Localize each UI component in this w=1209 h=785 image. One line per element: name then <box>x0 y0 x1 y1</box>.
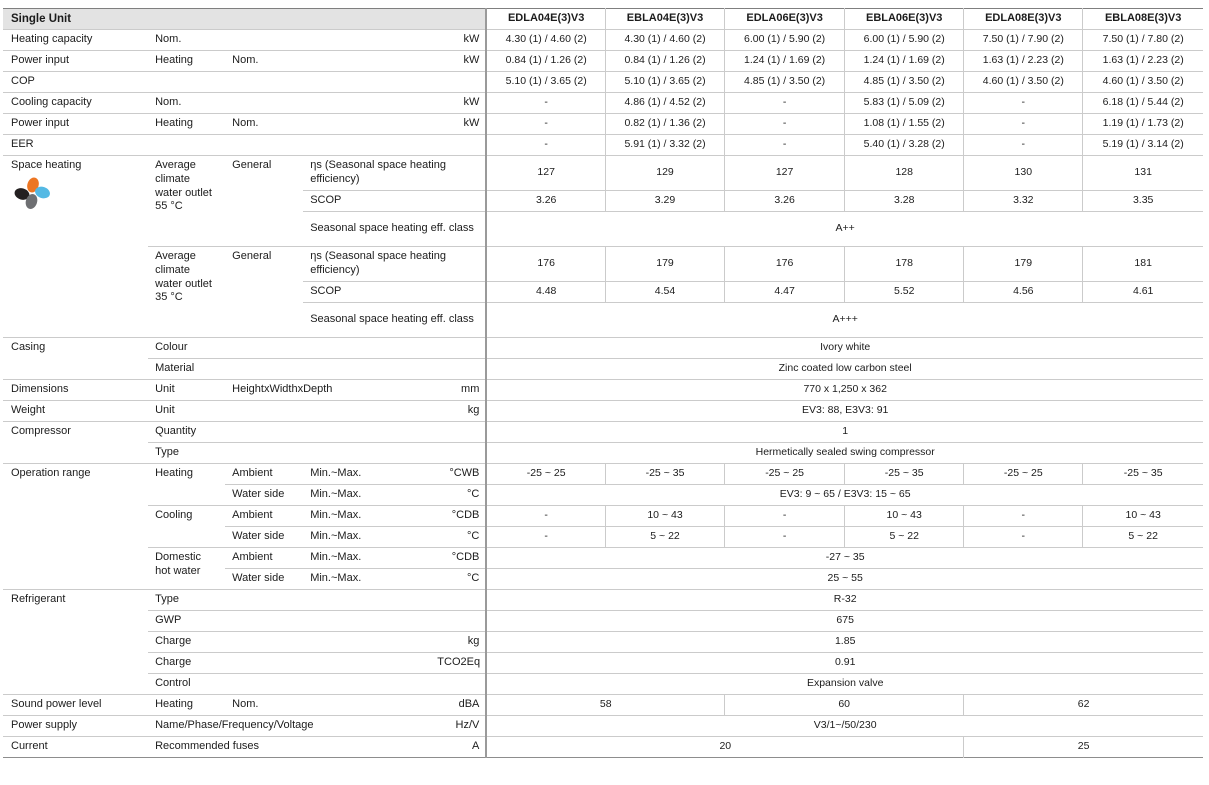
model-header: EDLA06E(3)V3 <box>725 9 845 30</box>
model-header: EDLA08E(3)V3 <box>964 9 1083 30</box>
value-cell: 5.10 (1) / 3.65 (2) <box>605 72 724 93</box>
merged-value-cell: EV3: 9 ~ 65 / E3V3: 15 ~ 65 <box>486 485 1203 506</box>
row-sublabel: Min.~Max. <box>303 548 430 569</box>
model-header: EBLA08E(3)V3 <box>1083 9 1203 30</box>
table-title: Single Unit <box>3 9 486 30</box>
merged-value-cell: V3/1~/50/230 <box>486 716 1203 737</box>
value-cell: 128 <box>845 156 964 191</box>
row-space-heating-ns-35 <box>3 247 1203 282</box>
row-sublabel: Water side <box>225 527 303 548</box>
merged-value-cell: Hermetically sealed swing compressor <box>486 443 1203 464</box>
row-label: Casing <box>3 338 148 380</box>
value-cell: 4.60 (1) / 3.50 (2) <box>1083 72 1203 93</box>
value-cell: - <box>964 114 1083 135</box>
merged-value-cell: Zinc coated low carbon steel <box>486 359 1203 380</box>
row-sublabel: Nom. <box>225 114 303 135</box>
unit-label: kW <box>430 30 486 51</box>
merged-value-cell: 25 <box>964 737 1203 758</box>
value-cell: 4.30 (1) / 4.60 (2) <box>605 30 724 51</box>
value-cell: -25 ~ 25 <box>964 464 1083 485</box>
row-label: Refrigerant <box>3 590 148 695</box>
row-label: Cooling capacity <box>3 93 148 114</box>
row-label: Power input <box>3 51 148 72</box>
value-cell: -25 ~ 25 <box>725 464 845 485</box>
unit-label: °CDB <box>430 548 486 569</box>
row-weight <box>3 401 1203 422</box>
row-sublabel: Nom. <box>225 695 303 716</box>
value-cell: 3.29 <box>605 191 724 212</box>
merged-value-cell: 0.91 <box>486 653 1203 674</box>
value-cell: 7.50 (1) / 7.80 (2) <box>1083 30 1203 51</box>
row-refrigerant-gwp <box>3 611 1203 632</box>
row-sublabel: Nom. <box>148 93 225 114</box>
row-sublabel: Min.~Max. <box>303 569 430 590</box>
row-sublabel: Water side <box>225 485 303 506</box>
row-space-heating-ns-55 <box>3 156 1203 191</box>
row-refrigerant-charge-tco2eq <box>3 653 1203 674</box>
value-cell: 181 <box>1083 247 1203 282</box>
row-sublabel: General <box>225 156 303 247</box>
row-sublabel: Name/Phase/Frequency/Voltage <box>148 716 430 737</box>
row-refrigerant-control <box>3 674 1203 695</box>
unit-label: °C <box>430 527 486 548</box>
row-sublabel: SCOP <box>303 191 486 212</box>
value-cell: 7.50 (1) / 7.90 (2) <box>964 30 1083 51</box>
row-sublabel: Min.~Max. <box>303 506 430 527</box>
row-sublabel: Average climate water outlet 55 °C <box>148 156 225 247</box>
model-header: EBLA04E(3)V3 <box>605 9 724 30</box>
row-compressor-quantity <box>3 422 1203 443</box>
unit-label: °C <box>430 485 486 506</box>
value-cell: - <box>964 506 1083 527</box>
merged-value-cell: 62 <box>964 695 1203 716</box>
row-sublabel: Material <box>148 359 225 380</box>
unit-label: kg <box>430 401 486 422</box>
value-cell: 4.60 (1) / 3.50 (2) <box>964 72 1083 93</box>
value-cell: 131 <box>1083 156 1203 191</box>
value-cell: 10 ~ 43 <box>605 506 724 527</box>
value-cell: 179 <box>964 247 1083 282</box>
merged-value-cell: 60 <box>725 695 964 716</box>
row-label: Sound power level <box>3 695 148 716</box>
row-power-supply <box>3 716 1203 737</box>
merged-value-cell: 1.85 <box>486 632 1203 653</box>
row-sublabel: Charge <box>148 632 225 653</box>
unit-label: dBA <box>430 695 486 716</box>
value-cell: 6.00 (1) / 5.90 (2) <box>725 30 845 51</box>
row-sublabel: SCOP <box>303 282 486 303</box>
row-label: Power input <box>3 114 148 135</box>
value-cell: 5.40 (1) / 3.28 (2) <box>845 135 964 156</box>
value-cell: -25 ~ 35 <box>1083 464 1203 485</box>
value-cell: 129 <box>605 156 724 191</box>
value-cell: -25 ~ 35 <box>845 464 964 485</box>
merged-value-cell: 1 <box>486 422 1203 443</box>
value-cell: 4.56 <box>964 282 1083 303</box>
row-sublabel: Domestic hot water <box>148 548 225 590</box>
row-label: Weight <box>3 401 148 422</box>
merged-value-cell: 770 x 1,250 x 362 <box>486 380 1203 401</box>
merged-value-cell: EV3: 88, E3V3: 91 <box>486 401 1203 422</box>
row-sublabel: Heating <box>148 114 225 135</box>
row-power-input-cooling <box>3 114 1203 135</box>
row-sublabel: Charge <box>148 653 225 674</box>
row-sublabel: Heating <box>148 695 225 716</box>
row-sublabel: Control <box>148 674 225 695</box>
merged-value-cell: A++ <box>486 212 1203 247</box>
merged-value-cell: Ivory white <box>486 338 1203 359</box>
row-sound-power-level <box>3 695 1203 716</box>
row-sublabel: Unit <box>148 380 225 401</box>
value-cell: 176 <box>725 247 845 282</box>
row-sublabel: ηs (Seasonal space heating efficiency) <box>303 156 486 191</box>
value-cell: 4.54 <box>605 282 724 303</box>
value-cell: - <box>486 506 605 527</box>
row-current <box>3 737 1203 758</box>
value-cell: 5 ~ 22 <box>845 527 964 548</box>
row-sublabel: Colour <box>148 338 225 359</box>
value-cell: 1.24 (1) / 1.69 (2) <box>845 51 964 72</box>
row-sublabel: Type <box>148 443 225 464</box>
value-cell: 0.84 (1) / 1.26 (2) <box>486 51 605 72</box>
value-cell: - <box>725 506 845 527</box>
row-sublabel: Recommended fuses <box>148 737 430 758</box>
row-sublabel: Quantity <box>148 422 225 443</box>
merged-value-cell: R-32 <box>486 590 1203 611</box>
row-sublabel: Water side <box>225 569 303 590</box>
value-cell: - <box>964 135 1083 156</box>
row-label-space-heating <box>3 156 148 338</box>
value-cell: 1.24 (1) / 1.69 (2) <box>725 51 845 72</box>
unit-label: kg <box>430 632 486 653</box>
value-cell: 4.30 (1) / 4.60 (2) <box>486 30 605 51</box>
merged-value-cell: 20 <box>486 737 963 758</box>
row-label: Power supply <box>3 716 148 737</box>
row-sublabel: Unit <box>148 401 225 422</box>
unit-label: kW <box>430 51 486 72</box>
row-casing-colour <box>3 338 1203 359</box>
unit-label: TCO2Eq <box>430 653 486 674</box>
row-label: Current <box>3 737 148 758</box>
value-cell: 5.91 (1) / 3.32 (2) <box>605 135 724 156</box>
value-cell: -25 ~ 25 <box>486 464 605 485</box>
seasonal-efficiency-flower-icon <box>13 177 51 209</box>
value-cell: 10 ~ 43 <box>1083 506 1203 527</box>
value-cell: 5.83 (1) / 5.09 (2) <box>845 93 964 114</box>
value-cell: 179 <box>605 247 724 282</box>
value-cell: 3.35 <box>1083 191 1203 212</box>
unit-label: mm <box>430 380 486 401</box>
value-cell: 4.61 <box>1083 282 1203 303</box>
model-header: EBLA06E(3)V3 <box>845 9 964 30</box>
row-sublabel: Ambient <box>225 548 303 569</box>
value-cell: 6.00 (1) / 5.90 (2) <box>845 30 964 51</box>
row-heating-capacity <box>3 30 1203 51</box>
value-cell: 3.32 <box>964 191 1083 212</box>
row-cop <box>3 72 1203 93</box>
value-cell: - <box>964 93 1083 114</box>
row-sublabel: HeightxWidthxDepth <box>225 380 430 401</box>
row-sublabel: ηs (Seasonal space heating efficiency) <box>303 247 486 282</box>
value-cell: 4.85 (1) / 3.50 (2) <box>845 72 964 93</box>
value-cell: - <box>725 135 845 156</box>
row-sublabel: Heating <box>148 464 225 506</box>
merged-value-cell: Expansion valve <box>486 674 1203 695</box>
value-cell: - <box>486 135 605 156</box>
value-cell: 5 ~ 22 <box>605 527 724 548</box>
single-unit-spec-table <box>3 8 1203 758</box>
value-cell: 1.19 (1) / 1.73 (2) <box>1083 114 1203 135</box>
row-sublabel: Seasonal space heating eff. class <box>303 212 486 247</box>
value-cell: 127 <box>486 156 605 191</box>
value-cell: - <box>964 527 1083 548</box>
row-opr-cooling-ambient <box>3 506 1203 527</box>
value-cell: - <box>486 93 605 114</box>
row-dimensions <box>3 380 1203 401</box>
row-compressor-type <box>3 443 1203 464</box>
value-cell: 1.08 (1) / 1.55 (2) <box>845 114 964 135</box>
value-cell: 6.18 (1) / 5.44 (2) <box>1083 93 1203 114</box>
value-cell: 5.52 <box>845 282 964 303</box>
row-label: EER <box>3 135 148 156</box>
row-label: Dimensions <box>3 380 148 401</box>
value-cell: 130 <box>964 156 1083 191</box>
unit-label: °CWB <box>430 464 486 485</box>
value-cell: 5 ~ 22 <box>1083 527 1203 548</box>
row-label: Heating capacity <box>3 30 148 51</box>
value-cell: 3.28 <box>845 191 964 212</box>
row-casing-material <box>3 359 1203 380</box>
merged-value-cell: 58 <box>486 695 724 716</box>
value-cell: 1.63 (1) / 2.23 (2) <box>1083 51 1203 72</box>
merged-value-cell: A+++ <box>486 303 1203 338</box>
value-cell: 3.26 <box>486 191 605 212</box>
row-sublabel: Min.~Max. <box>303 464 430 485</box>
value-cell: 4.86 (1) / 4.52 (2) <box>605 93 724 114</box>
value-cell: 4.48 <box>486 282 605 303</box>
row-refrigerant-charge-kg <box>3 632 1203 653</box>
row-label: Operation range <box>3 464 148 590</box>
row-sublabel: Seasonal space heating eff. class <box>303 303 486 338</box>
row-opr-heating-ambient <box>3 464 1203 485</box>
row-sublabel: General <box>225 247 303 338</box>
value-cell: - <box>725 527 845 548</box>
row-sublabel: Nom. <box>225 51 303 72</box>
merged-value-cell: 25 ~ 55 <box>486 569 1203 590</box>
row-sublabel: Cooling <box>148 506 225 548</box>
value-cell: - <box>486 527 605 548</box>
row-eer <box>3 135 1203 156</box>
value-cell: 127 <box>725 156 845 191</box>
merged-value-cell: 675 <box>486 611 1203 632</box>
unit-label: A <box>430 737 486 758</box>
row-label: COP <box>3 72 148 93</box>
row-sublabel: Average climate water outlet 35 °C <box>148 247 225 338</box>
row-sublabel: Nom. <box>148 30 225 51</box>
unit-label: Hz/V <box>430 716 486 737</box>
value-cell: - <box>486 114 605 135</box>
row-opr-dhw-ambient <box>3 548 1203 569</box>
row-sublabel: Ambient <box>225 464 303 485</box>
row-cooling-capacity <box>3 93 1203 114</box>
value-cell: -25 ~ 35 <box>605 464 724 485</box>
model-header: EDLA04E(3)V3 <box>486 9 605 30</box>
value-cell: 4.85 (1) / 3.50 (2) <box>725 72 845 93</box>
row-sublabel: Heating <box>148 51 225 72</box>
row-sublabel: GWP <box>148 611 225 632</box>
row-sublabel: Min.~Max. <box>303 527 430 548</box>
unit-label: °C <box>430 569 486 590</box>
value-cell: - <box>725 114 845 135</box>
value-cell: 3.26 <box>725 191 845 212</box>
row-label: Compressor <box>3 422 148 464</box>
value-cell: 5.19 (1) / 3.14 (2) <box>1083 135 1203 156</box>
unit-label: kW <box>430 93 486 114</box>
value-cell: 10 ~ 43 <box>845 506 964 527</box>
row-refrigerant-type <box>3 590 1203 611</box>
value-cell: 5.10 (1) / 3.65 (2) <box>486 72 605 93</box>
unit-label: °CDB <box>430 506 486 527</box>
merged-value-cell: -27 ~ 35 <box>486 548 1203 569</box>
space-heating-label: Space heating <box>11 159 82 171</box>
value-cell: 1.63 (1) / 2.23 (2) <box>964 51 1083 72</box>
value-cell: 0.84 (1) / 1.26 (2) <box>605 51 724 72</box>
row-sublabel: Type <box>148 590 225 611</box>
row-power-input-heating <box>3 51 1203 72</box>
table-header-row <box>3 9 1203 30</box>
value-cell: - <box>725 93 845 114</box>
row-sublabel: Min.~Max. <box>303 485 430 506</box>
value-cell: 0.82 (1) / 1.36 (2) <box>605 114 724 135</box>
value-cell: 4.47 <box>725 282 845 303</box>
value-cell: 176 <box>486 247 605 282</box>
unit-label: kW <box>430 114 486 135</box>
row-sublabel: Ambient <box>225 506 303 527</box>
value-cell: 178 <box>845 247 964 282</box>
